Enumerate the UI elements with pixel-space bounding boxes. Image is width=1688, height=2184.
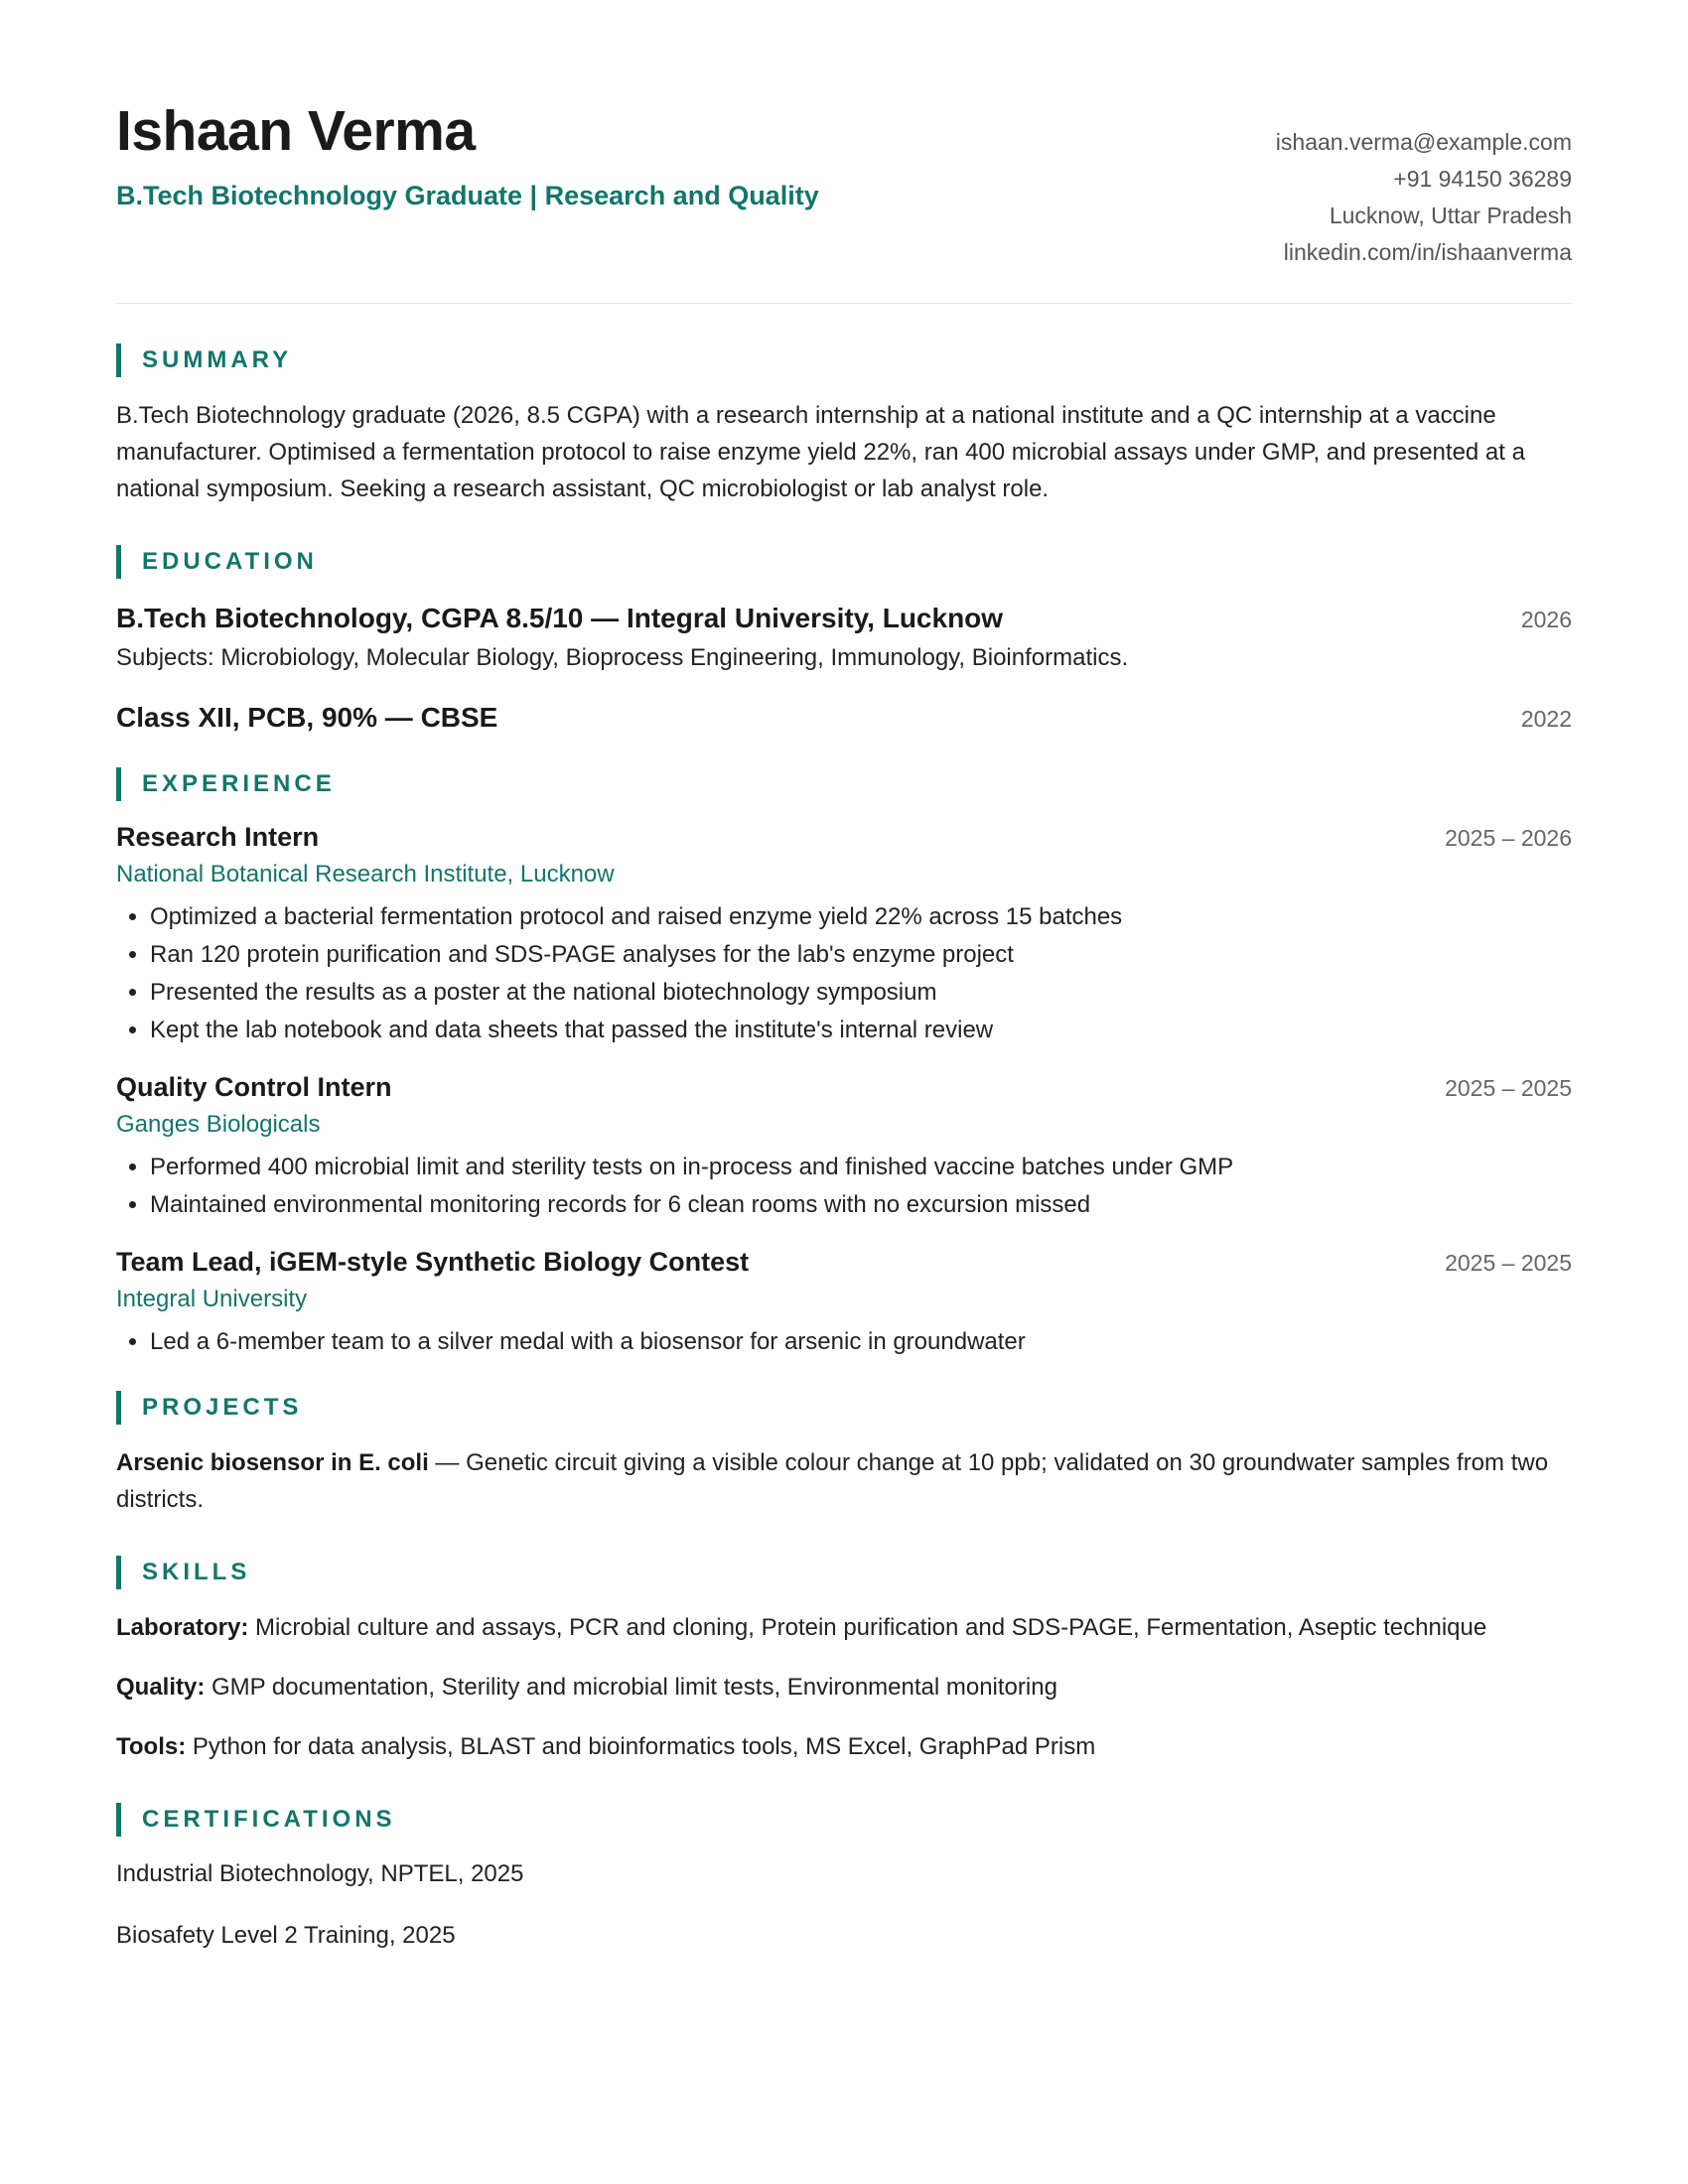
experience-role: Team Lead, iGEM-style Synthetic Biology Contest: [116, 1247, 750, 1277]
project-name: Arsenic biosensor in E. coli: [116, 1449, 429, 1476]
experience-date: 2025 – 2025: [1445, 1250, 1572, 1276]
contact-location: Lucknow, Uttar Pradesh: [1329, 203, 1572, 228]
section-accent-bar: [116, 1391, 121, 1425]
bullet-item: • Performed 400 microbial limit and sterility tests on in-process and finished vaccine batches under GMP: [150, 1149, 1572, 1186]
section-title-experience: EXPERIENCE: [142, 770, 336, 797]
certification-item: Biosafety Level 2 Training, 2025: [116, 1922, 456, 1949]
skill-group: [116, 1609, 1572, 1646]
section-title-summary: SUMMARY: [142, 346, 293, 373]
section-accent-bar: [116, 545, 121, 579]
projects-section-heading: [116, 1391, 1572, 1425]
skill-group-label: Laboratory:: [116, 1614, 249, 1641]
candidate-name: Ishaan Verma: [116, 99, 476, 163]
contact-phone: +91 94150 36289: [1393, 166, 1572, 192]
skill-group: [116, 1669, 1572, 1706]
summary-section-heading: [116, 343, 1572, 377]
education-title: B.Tech Biotechnology, CGPA 8.5/10 — Integral University, Lucknow: [116, 603, 1004, 633]
contact-email[interactable]: ishaan.verma@example.com: [1275, 129, 1572, 155]
summary-text: B.Tech Biotechnology graduate (2026, 8.5 CGPA) with a research internship at a national institute and a QC internship at a vaccine manufacturer. Optimised a fermentation protocol to raise enzyme yield 22%, ran 400 microbial assays under GMP, and presented at a national symposium. Seeking a research assistant, QC microbiologist or lab analyst role.: [116, 402, 1525, 502]
bullet-item: • Presented the results as a poster at the national biotechnology symposium: [150, 974, 1572, 1012]
education-title: Class XII, PCB, 90% — CBSE: [116, 702, 498, 733]
skill-group-text: Microbial culture and assays, PCR and cloning, Protein purification and SDS-PAGE, Fermentation, Aseptic technique: [248, 1614, 1487, 1641]
project-item: [116, 1444, 1572, 1518]
education-subjects: Subjects: Microbiology, Molecular Biology, Bioprocess Engineering, Immunology, Bioinformatics.: [116, 644, 1129, 671]
experience-bullets: [116, 1149, 1572, 1224]
bullet-item: • Maintained environmental monitoring records for 6 clean rooms with no excursion missed: [150, 1186, 1572, 1224]
education-entry-header: [116, 599, 1572, 638]
education-entry: [116, 599, 1572, 676]
experience-entry: [116, 1067, 1572, 1224]
education-section-heading: [116, 545, 1572, 579]
contact-linkedin[interactable]: linkedin.com/in/ishaanverma: [1283, 239, 1572, 265]
contact-block: [1276, 124, 1572, 271]
certification-item: Industrial Biotechnology, NPTEL, 2025: [116, 1860, 524, 1887]
section-accent-bar: [116, 767, 121, 801]
section-title-projects: PROJECTS: [142, 1394, 303, 1421]
section-accent-bar: [116, 1803, 121, 1837]
candidate-tagline: B.Tech Biotechnology Graduate | Research and Quality: [116, 181, 819, 210]
skill-group-text: Python for data analysis, BLAST and bioinformatics tools, MS Excel, GraphPad Prism: [186, 1733, 1096, 1760]
experience-date: 2025 – 2026: [1445, 825, 1572, 851]
certifications-section-heading: [116, 1803, 1572, 1837]
bullet-item: • Led a 6-member team to a silver medal with a biosensor for arsenic in groundwater: [150, 1323, 1572, 1361]
bullet-item: • Kept the lab notebook and data sheets that passed the institute's internal review: [150, 1012, 1572, 1049]
project-description: — Genetic circuit giving a visible colour change at 10 ppb; validated on 30 groundwater samples from two districts.: [116, 1449, 1549, 1513]
experience-date: 2025 – 2025: [1445, 1075, 1572, 1101]
section-title-education: EDUCATION: [142, 548, 318, 575]
experience-entry-header: [116, 817, 1572, 857]
skills-section-heading: [116, 1556, 1572, 1589]
resume-header: [116, 94, 1572, 304]
education-date: 2026: [1520, 607, 1572, 632]
bullet-item: • Optimized a bacterial fermentation protocol and raised enzyme yield 22% across 15 batches: [150, 898, 1572, 936]
experience-role: Quality Control Intern: [116, 1072, 392, 1102]
skill-group-label: Tools:: [116, 1733, 187, 1760]
experience-org: National Botanical Research Institute, Lucknow: [116, 861, 615, 887]
experience-org: Integral University: [116, 1286, 308, 1312]
skill-group-text: GMP documentation, Sterility and microbial limit tests, Environmental monitoring: [205, 1674, 1057, 1701]
section-title-skills: SKILLS: [142, 1559, 251, 1585]
experience-entry: [116, 1242, 1572, 1361]
skill-group: [116, 1728, 1572, 1765]
section-accent-bar: [116, 343, 121, 377]
experience-entry: [116, 817, 1572, 1049]
education-entry: [116, 698, 1572, 738]
skill-group-label: Quality:: [116, 1674, 206, 1701]
experience-bullets: [116, 898, 1572, 1049]
experience-entry-header: [116, 1242, 1572, 1282]
section-title-certifications: CERTIFICATIONS: [142, 1806, 396, 1833]
experience-section-heading: [116, 767, 1572, 801]
section-accent-bar: [116, 1556, 121, 1589]
experience-org: Ganges Biologicals: [116, 1111, 321, 1138]
experience-entry-header: [116, 1067, 1572, 1107]
experience-role: Research Intern: [116, 822, 320, 852]
experience-bullets: [116, 1323, 1572, 1361]
education-date: 2022: [1520, 706, 1572, 732]
education-entry-header: [116, 698, 1572, 738]
bullet-item: • Ran 120 protein purification and SDS-PAGE analyses for the lab's enzyme project: [150, 936, 1572, 974]
